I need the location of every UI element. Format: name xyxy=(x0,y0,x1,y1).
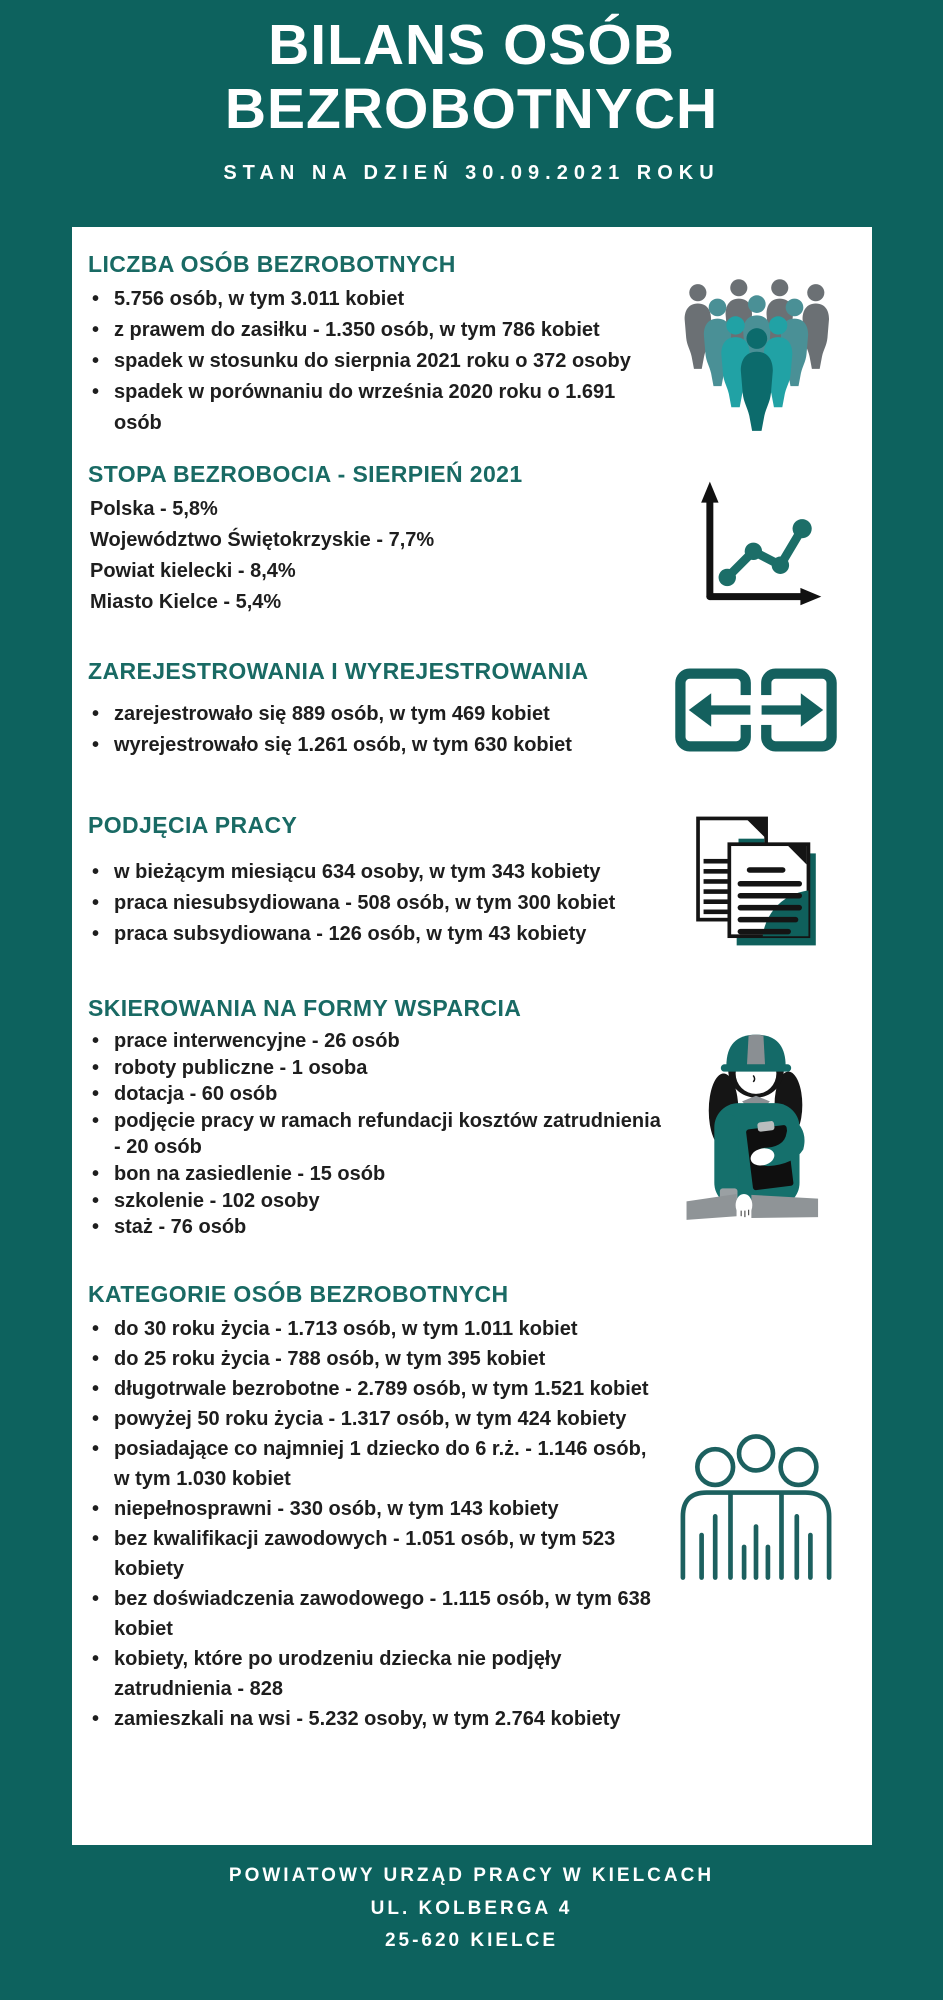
list-item: • bez doświadczenia zawodowego - 1.115 osób, w tym 638 kobiet xyxy=(88,1584,663,1644)
documents-icon xyxy=(663,811,848,951)
content-card xyxy=(72,227,872,1845)
list-item: • kobiety, które po urodzeniu dziecka nie podjęły zatrudnienia - 828 xyxy=(88,1644,663,1704)
section-stopa-bezrobocia-body xyxy=(88,461,663,618)
list-item: Miasto Kielce - 5,4% xyxy=(90,591,282,613)
list-item: • z prawem do zasiłku - 1.350 osób, w tym 786 kobiet xyxy=(88,315,663,346)
list-item: • praca subsydiowana - 126 osób, w tym 43 kobiety xyxy=(88,919,663,950)
footer-street: UL. KOLBERGA 4 xyxy=(370,1897,573,1919)
crowd-icon-svg xyxy=(670,266,842,434)
list-item: • długotrwale bezrobotne - 2.789 osób, w tym 1.521 kobiet xyxy=(88,1374,663,1404)
documents-icon-svg xyxy=(687,811,825,951)
worker-icon xyxy=(663,1005,848,1231)
section-liczba-osob xyxy=(88,251,862,439)
list-item: • praca niesubsydiowana - 508 osób, w tym 300 kobiet xyxy=(88,888,663,919)
list-item: • wyrejestrowało się 1.261 osób, w tym 630 kobiet xyxy=(88,730,663,761)
section-podjecia-pracy-body xyxy=(88,812,663,950)
list-item: • do 30 roku życia - 1.713 osób, w tym 1.011 kobiet xyxy=(88,1314,663,1344)
section-liczba-osob-body xyxy=(88,251,663,439)
page-title-line1: BILANS OSÓB xyxy=(268,13,675,77)
list-item: • roboty publiczne - 1 osoba xyxy=(88,1055,663,1082)
footer-org-name: POWIATOWY URZĄD PRACY W KIELCACH xyxy=(228,1865,715,1886)
bullet-list xyxy=(88,1314,663,1734)
list-item: • prace interwencyjne - 26 osób xyxy=(88,1028,663,1055)
list-item: • spadek w porównaniu do września 2020 roku o 1.691 osób xyxy=(88,377,663,439)
page-subtitle: STAN NA DZIEŃ 30.09.2021 ROKU xyxy=(223,161,720,184)
list-item: • do 25 roku życia - 788 osób, w tym 395 kobiet xyxy=(88,1344,663,1374)
worker-icon-svg xyxy=(668,1005,844,1231)
team-icon-svg xyxy=(671,1431,841,1583)
crowd-icon xyxy=(663,256,848,434)
section-heading: LICZBA OSÓB BEZROBOTNYCH xyxy=(88,251,456,277)
section-zarejestrowania xyxy=(88,658,862,761)
bullet-list xyxy=(88,284,663,439)
section-skierowania-body xyxy=(88,995,663,1241)
section-kategorie-body xyxy=(88,1281,663,1734)
section-stopa-bezrobocia xyxy=(88,461,862,618)
footer xyxy=(0,1860,943,1958)
team-icon xyxy=(663,1431,848,1583)
list-item: Polska - 5,8% xyxy=(90,498,218,520)
list-item: • posiadające co najmniej 1 dziecko do 6 r.ż. - 1.146 osób, w tym 1.030 kobiet xyxy=(88,1434,663,1494)
section-skierowania xyxy=(88,995,862,1241)
section-heading: KATEGORIE OSÓB BEZROBOTNYCH xyxy=(88,1280,509,1307)
list-item: • w bieżącym miesiącu 634 osoby, w tym 343 kobiety xyxy=(88,857,663,888)
line-chart-icon xyxy=(663,466,848,614)
in-out-arrows-icon-svg xyxy=(672,661,840,759)
header xyxy=(0,0,943,185)
list-item: • niepełnosprawni - 330 osób, w tym 143 kobiety xyxy=(88,1494,663,1524)
list-item: • zamieszkali na wsi - 5.232 osoby, w tym 2.764 kobiety xyxy=(88,1704,663,1734)
list-item: • szkolenie - 102 osoby xyxy=(88,1188,663,1215)
section-heading: SKIEROWANIA NA FORMY WSPARCIA xyxy=(88,995,522,1021)
bullet-list xyxy=(88,1028,663,1241)
page-title-line2: BEZROBOTNYCH xyxy=(224,76,719,141)
section-zarejestrowania-body xyxy=(88,658,663,761)
section-kategorie xyxy=(88,1281,862,1734)
list-item: • spadek w stosunku do sierpnia 2021 roku o 372 osoby xyxy=(88,346,663,377)
line-chart-icon-svg xyxy=(682,466,830,614)
page-title xyxy=(0,14,943,142)
section-heading: STOPA BEZROBOCIA - SIERPIEŃ 2021 xyxy=(88,461,523,487)
list-item: • bon na zasiedlenie - 15 osób xyxy=(88,1161,663,1188)
list-item: • powyżej 50 roku życia - 1.317 osób, w tym 424 kobiety xyxy=(88,1404,663,1434)
list-item: Województwo Świętokrzyskie - 7,7% xyxy=(90,529,435,551)
bullet-list xyxy=(88,857,663,950)
bullet-list xyxy=(88,699,663,761)
list-item: • dotacja - 60 osób xyxy=(88,1081,663,1108)
section-heading: PODJĘCIA PRACY xyxy=(88,812,298,838)
plain-list xyxy=(88,494,663,618)
in-out-arrows-icon xyxy=(663,661,848,759)
section-podjecia-pracy xyxy=(88,811,862,951)
list-item: • zarejestrowało się 889 osób, w tym 469 kobiet xyxy=(88,699,663,730)
list-item: Powiat kielecki - 8,4% xyxy=(90,560,296,582)
section-heading: ZAREJESTROWANIA I WYREJESTROWANIA xyxy=(88,658,589,684)
list-item: • bez kwalifikacji zawodowych - 1.051 osób, w tym 523 kobiety xyxy=(88,1524,663,1584)
footer-city: 25-620 KIELCE xyxy=(384,1930,559,1952)
list-item: • 5.756 osób, w tym 3.011 kobiet xyxy=(88,284,663,315)
list-item: • podjęcie pracy w ramach refundacji kosztów zatrudnienia - 20 osób xyxy=(88,1108,663,1161)
list-item: • staż - 76 osób xyxy=(88,1214,663,1241)
